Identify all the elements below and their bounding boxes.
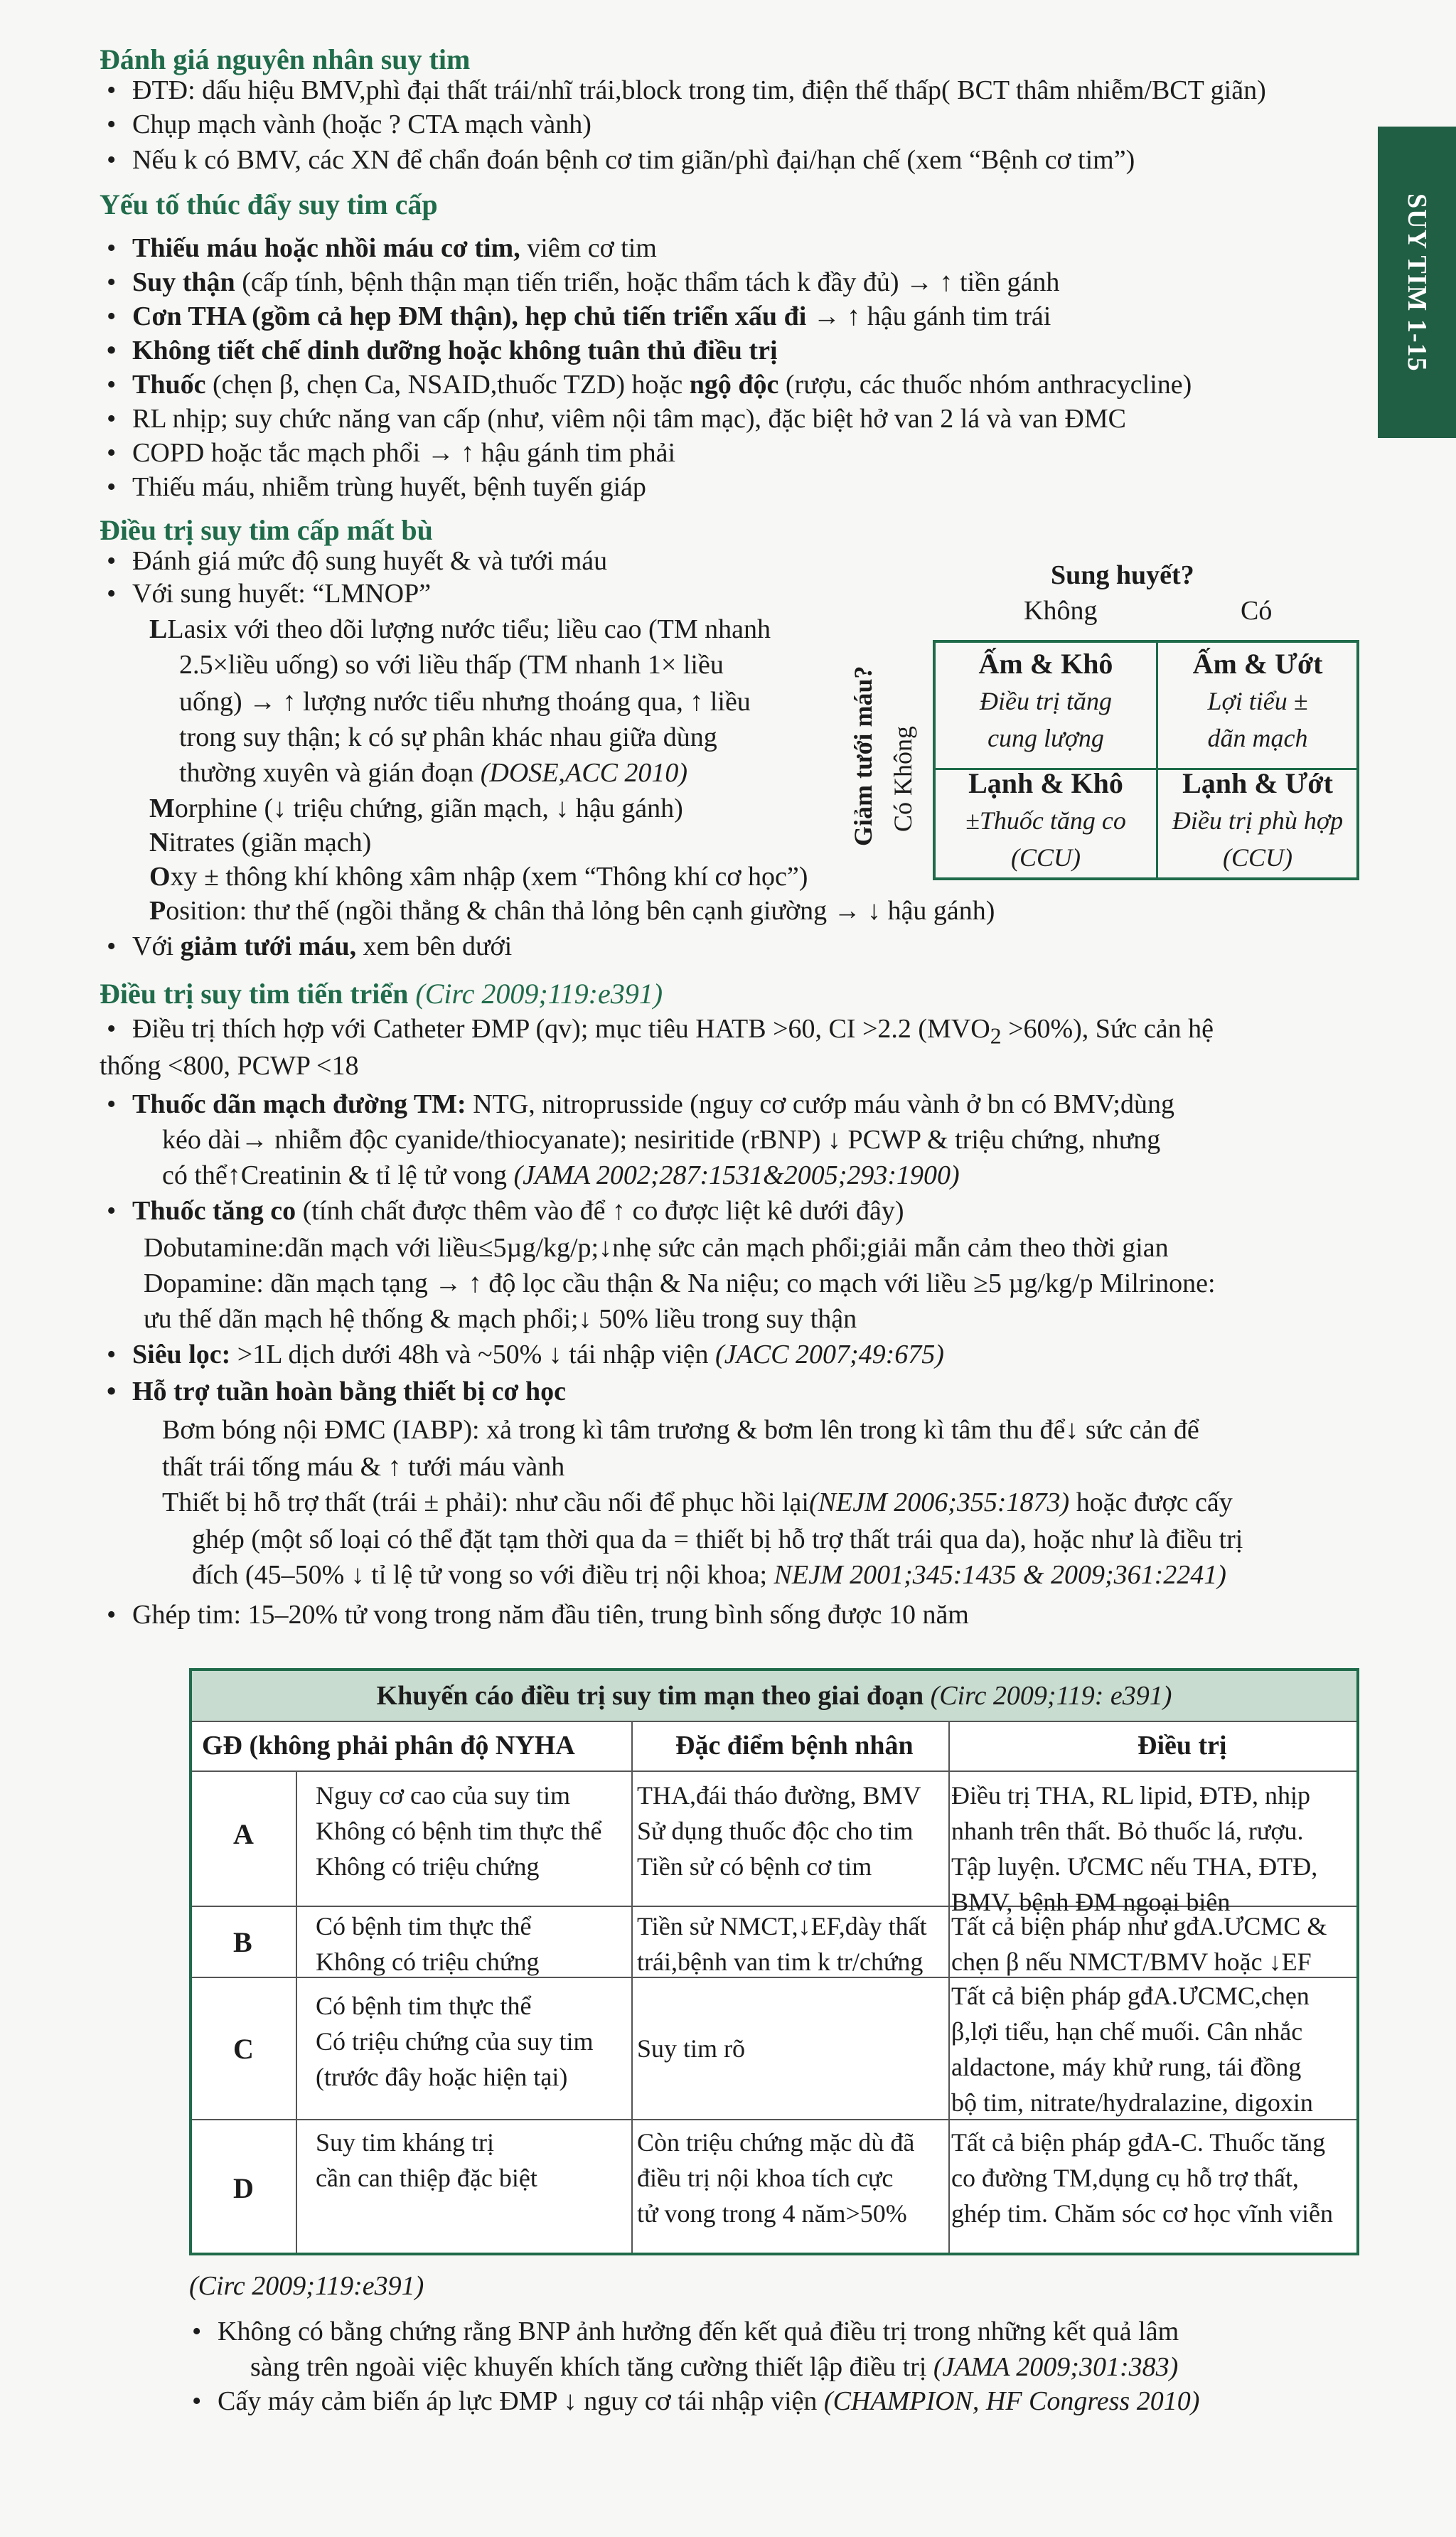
nitrates-line: Nitrates (giãn mạch) <box>149 828 372 858</box>
table-rule <box>192 1770 1356 1772</box>
table-cell: Tất cả biện pháp gđA.ƯCMC,chẹn β,lợi tiểu, hạn chế muối. Cân nhắc aldactone, máy khử rung, tái đồng bộ tim, nitrate/hydralazine, digoxin <box>951 1982 1313 2117</box>
grid-col-no: Không <box>1024 596 1098 626</box>
table-header-treatment: Điều trị <box>1138 1731 1227 1761</box>
lasix-line-5: thường xuyên và gián đoạn (DOSE,ACC 2010) <box>179 758 688 788</box>
table-header-features: Đặc điểm bệnh nhân <box>675 1731 914 1761</box>
bullet-diet: • Không tiết chế dinh dưỡng hoặc không tuân thủ điều trị <box>132 337 778 364</box>
stage-label: C <box>233 2033 254 2065</box>
grid-col-yes: Có <box>1241 596 1273 626</box>
table-col-rule <box>631 1721 633 2253</box>
section-heading-advanced: Điều trị suy tim tiến triển (Circ 2009;119:e391) <box>100 978 663 1010</box>
table-cell: Còn triệu chứng mặc dù đã điều trị nội khoa tích cực tử vong trong 4 năm>50% <box>637 2128 915 2228</box>
table-cell: Có bệnh tim thực thể Có triệu chứng của suy tim (trước đây hoặc hiện tại) <box>316 1992 594 2091</box>
stage-label: A <box>233 1818 254 1850</box>
lasix-line-4: trong suy thận; k có sự phân khác nhau giữa dùng <box>179 722 717 752</box>
vad-line-1: Thiết bị hỗ trợ thất (trái ± phải): như cầu nối để phục hồi lại(NEJM 2006;355:1873) hoặc được cấy <box>162 1488 1233 1517</box>
chapter-tab[interactable] <box>1378 127 1456 438</box>
catheter-line-2: thống <800, PCWP <18 <box>100 1051 359 1081</box>
bullet-renal: • Suy thận (cấp tính, bệnh thận mạn tiến triển, hoặc thẩm tách k đầy đủ) → ↑ tiền gánh <box>132 269 1059 296</box>
table-header-stage: GĐ (không phải phân độ NYHA <box>202 1731 575 1761</box>
section-heading-precipitants: Yếu tố thúc đẩy suy tim cấp <box>100 188 438 220</box>
bullet-bnp: • Không có bằng chứng rằng BNP ảnh hưởng đến kết quả điều trị trong những kết quả lâm <box>218 2318 1179 2345</box>
grid-row-labels: Có Không <box>889 725 917 832</box>
table-cell: Tất cả biện pháp như gđA.ƯCMC & chẹn β nếu NMCT/BMV hoặc ↓EF <box>951 1912 1327 1976</box>
staging-table <box>189 1668 1359 2255</box>
oxy-line: Oxy ± thông khí không xâm nhập (xem “Thông khí cơ học”) <box>149 862 808 892</box>
lasix-line-1: LLasix với theo dõi lượng nước tiểu; liều cao (TM nhanh <box>149 614 771 644</box>
bullet-inotropes: • Thuốc tăng co (tính chất được thêm vào để ↑ co được liệt kê dưới đây) <box>132 1197 904 1224</box>
dopamine-line: Dopamine: dãn mạch tạng → ↑ độ lọc cầu thận & Na niệu; co mạch với liều ≥5 µg/kg/p Milrinone: <box>144 1268 1216 1298</box>
dobutamine-line: Dobutamine:dãn mạch với liều≤5µg/kg/p;↓nhẹ sức cản mạch phổi;giải mẫn cảm theo thời gian <box>144 1233 1169 1263</box>
iabp-line-1: Bơm bóng nội ĐMC (IABP): xả trong kì tâm trương & bơm lên trong kì tâm thu để↓ sức cản để <box>162 1415 1199 1445</box>
section-heading-causes: Đánh giá nguyên nhân suy tim <box>100 43 471 75</box>
bnp-line-2: sàng trên ngoài việc khuyến khích tăng cường thiết lập điều trị (JAMA 2009;301:383) <box>250 2352 1179 2382</box>
table-col-rule <box>296 1770 297 2253</box>
bullet-hypertension: • Cơn THA (gồm cả hẹp ĐM thận), hẹp chủ tiến triển xấu đi → ↑ hậu gánh tim trái <box>132 303 1051 330</box>
iabp-line-2: thất trái tống máu & ↑ tưới máu vành <box>162 1452 565 1482</box>
section-heading-acute: Điều trị suy tim cấp mất bù <box>100 514 433 546</box>
bullet-champion: • Cấy máy cảm biến áp lực ĐMP ↓ nguy cơ tái nhập viện (CHAMPION, HF Congress 2010) <box>218 2388 1199 2415</box>
grid-cell-warm-dry: Ấm & Khô Điều trị tăng cung lượng <box>978 648 1113 752</box>
table-title: Khuyến cáo điều trị suy tim mạn theo giai đoạn (Circ 2009;119: e391) <box>192 1671 1356 1721</box>
bullet-lmnop: • Với sung huyết: “LMNOP” <box>132 580 431 607</box>
bullet-arrhythmia: • RL nhịp; suy chức năng van cấp (như, viêm nội tâm mạc), đặc biệt hở van 2 lá và van ĐMC <box>132 405 1126 432</box>
position-line: Position: thư thế (ngồi thẳng & chân thả lỏng bên cạnh giường → ↓ hậu gánh) <box>149 896 995 926</box>
bullet-transplant: • Ghép tim: 15–20% tử vong trong năm đầu tiên, trung bình sống được 10 năm <box>132 1601 969 1628</box>
bullet-ecg: • ĐTĐ: dấu hiệu BMV,phì đại thất trái/nhĩ trái,block trong tim, điện thế thấp( BCT thâm nhiễm/BCT giãn) <box>132 77 1266 104</box>
bullet-hypoperfusion: • Với giảm tưới máu, xem bên dưới <box>132 933 512 960</box>
table-cell: THA,đái tháo đường, BMV Sử dụng thuốc độc cho tim Tiền sử có bệnh cơ tim <box>637 1781 921 1881</box>
grid-top-title: Sung huyết? <box>1051 560 1194 590</box>
table-cell: Nguy cơ cao của suy tim Không có bệnh tim thực thể Không có triệu chứng <box>316 1781 602 1881</box>
lasix-line-2: 2.5×liều uống) so với liều thấp (TM nhanh 1× liều <box>179 650 724 680</box>
bullet-angiography: • Chụp mạch vành (hoặc ? CTA mạch vành) <box>132 111 592 138</box>
grid-cell-warm-wet: Ấm & Ướt Lợi tiểu ± dãn mạch <box>1192 648 1323 752</box>
lasix-line-3: uống) → ↑ lượng nước tiểu nhưng thoáng qua, ↑ liều <box>179 687 751 717</box>
table-cell: Điều trị THA, RL lipid, ĐTĐ, nhịp nhanh trên thất. Bỏ thuốc lá, rượu. Tập luyện. ƯCMC nếu THA, ĐTĐ, BMV, bệnh ĐM ngoại biên <box>951 1781 1318 1916</box>
bullet-anemia: • Thiếu máu, nhiễm trùng huyết, bệnh tuyến giáp <box>132 474 646 501</box>
bullet-catheter: • Điều trị thích hợp với Catheter ĐMP (qv); mục tiêu HATB >60, CI >2.2 $(MVO_2 >60\%)$, Sức cản hệ <box>132 1015 1214 1047</box>
bullet-cardiomyopathy: • Nếu k có BMV, các XN để chẩn đoán bệnh cơ tim giãn/phì đại/hạn chế (xem “Bệnh cơ tim”) <box>132 146 1135 173</box>
table-source: (Circ 2009;119:e391) <box>189 2271 424 2301</box>
chapter-tab-label: SUY TIM 1-15 <box>1402 193 1432 372</box>
grid-cell-cold-wet: Lạnh & Ướt Điều trị phù hợp (CCU) <box>1172 767 1344 872</box>
congestion-perfusion-grid <box>933 640 1359 880</box>
bullet-copd: • COPD hoặc tắc mạch phổi → ↑ hậu gánh tim phải <box>132 439 675 466</box>
table-cell: Tất cả biện pháp gđA-C. Thuốc tăng co đường TM,dụng cụ hỗ trợ thất, ghép tim. Chăm sóc cơ học vĩnh viễn <box>951 2128 1333 2228</box>
bullet-drugs: • Thuốc (chẹn β, chẹn Ca, NSAID,thuốc TZD) hoặc ngộ độc (rượu, các thuốc nhóm anthracycline) <box>132 371 1192 398</box>
milrinone-line: ưu thế dãn mạch hệ thống & mạch phổi;↓ 50% liều trong suy thận <box>144 1304 857 1334</box>
table-cell: Suy tim kháng trị cần can thiệp đặc biệt <box>316 2128 537 2192</box>
table-cell: Có bệnh tim thực thể Không có triệu chứng <box>316 1912 540 1976</box>
vasodilators-line-3: có thể↑Creatinin & tỉ lệ tử vong (JAMA 2002;287:1531&2005;293:1900) <box>162 1160 960 1190</box>
stage-label: B <box>233 1926 252 1958</box>
bullet-assess: • Đánh giá mức độ sung huyết & và tưới máu <box>132 548 607 575</box>
grid-side-title: Giảm tưới máu? <box>849 666 877 846</box>
morphine-line: Morphine (↓ triệu chứng, giãn mạch, ↓ hậu gánh) <box>149 794 683 823</box>
vad-line-2: ghép (một số loại có thể đặt tạm thời qua da = thiết bị hỗ trợ thất trái qua da), hoặc như là điều trị <box>192 1524 1243 1554</box>
stage-label: D <box>233 2172 254 2204</box>
bullet-vasodilators: • Thuốc dãn mạch đường TM: NTG, nitroprusside (nguy cơ cướp máu vành ở bn có BMV;dùng <box>132 1091 1174 1118</box>
table-col-rule <box>948 1721 950 2253</box>
grid-cell-cold-dry: Lạnh & Khô ±Thuốc tăng co (CCU) <box>965 767 1126 872</box>
table-rule <box>192 1721 1356 1722</box>
bullet-mechanical-support: • Hỗ trợ tuần hoàn bằng thiết bị cơ học <box>132 1378 566 1405</box>
table-cell: Suy tim rõ <box>637 2034 746 2063</box>
vasodilators-line-2: kéo dài→ nhiễm độc cyanide/thiocyanate); nesiritide (rBNP) ↓ PCWP & triệu chứng, nhưng <box>162 1125 1161 1155</box>
vad-line-3: đích (45–50% ↓ tỉ lệ tử vong so với điều trị nội khoa; NEJM 2001;345:1435 & 2009;361:2241) <box>192 1560 1226 1590</box>
bullet-ischemia: • Thiếu máu hoặc nhồi máu cơ tim, viêm cơ tim <box>132 235 657 262</box>
table-cell: Tiền sử NMCT,↓EF,dày thất trái,bệnh van tim k tr/chứng <box>637 1912 927 1976</box>
bullet-ultrafiltration: • Siêu lọc: >1L dịch dưới 48h và ~50% ↓ tái nhập viện (JACC 2007;49:675) <box>132 1341 944 1368</box>
